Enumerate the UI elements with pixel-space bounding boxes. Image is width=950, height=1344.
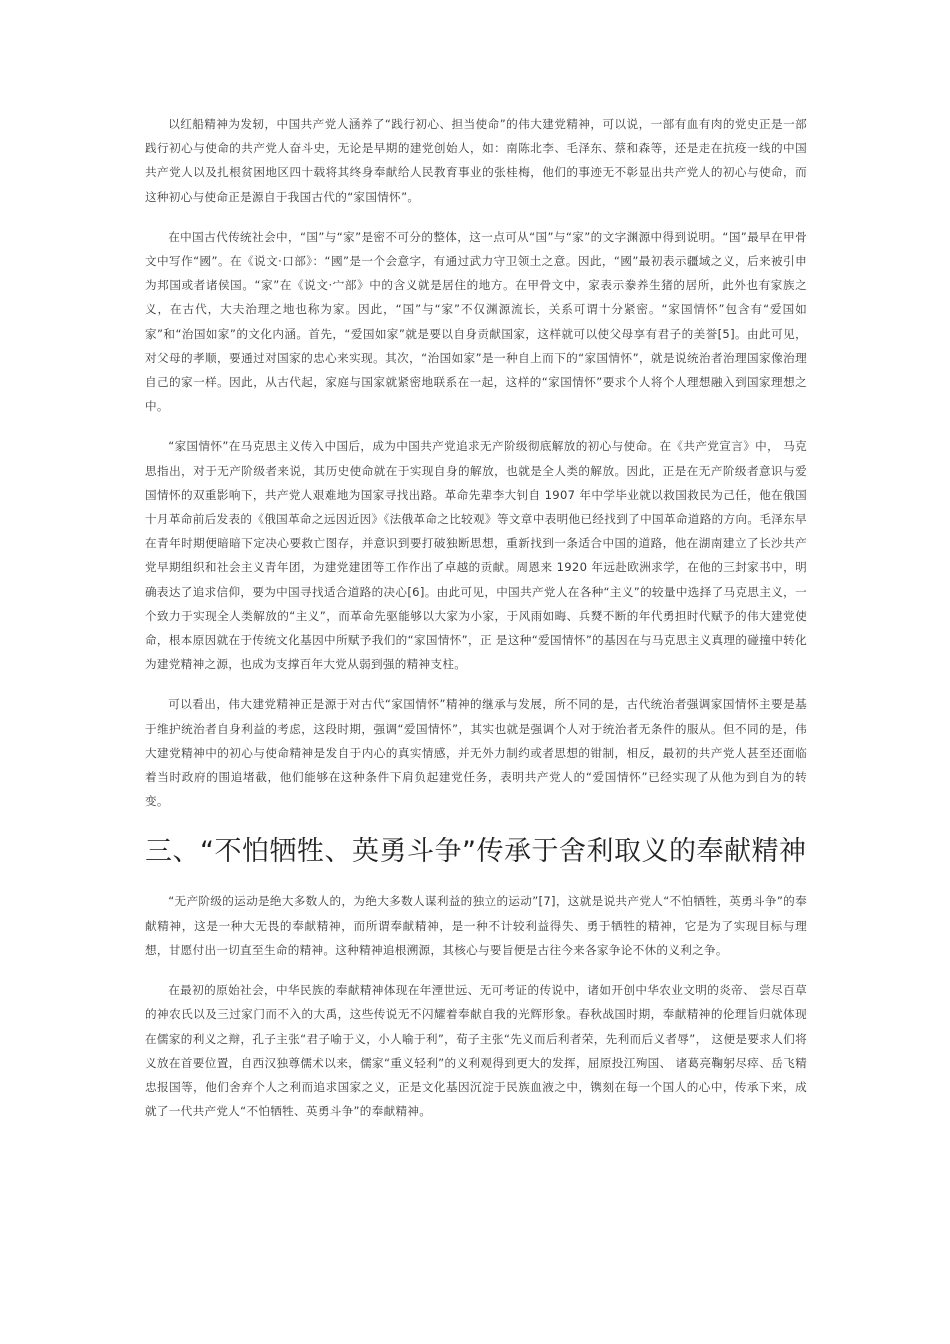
section-heading: 三、“不怕牺牲、英勇斗争”传承于舍利取义的奉献精神 xyxy=(145,836,807,868)
document-page xyxy=(145,112,807,1139)
paragraph-marxism-introduction: “家国情怀”在马克思主义传入中国后，成为中国共产党追求无产阶级彻底解放的初心与使命。在《共产党宣言》中， 马克思指出，对于无产阶级者来说，其历史使命就在于实现自身的解放，也就是全人类的解放。因此，正是在无产阶级者意识与爱国情怀的双重影响下，共产党人艰难地为国家寻找出路。革命先辈李大钊自 1907 年中学毕业就以救国救民为己任，他在俄国十月革命前后发表的《俄国革命之远因近因》《法俄革命之比较观》等文章中表明他已经找到了中国革命道路的方向。毛泽东早在青年时期便暗暗下定决心要救亡图存，并意识到要打破独断思想，重新找到一条适合中国的道路，他在湖南建立了长沙共产党早期组织和社会主义青年团，为建党建团等工作作出了卓越的贡献。周恩来 1920 年远赴欧洲求学，在他的三封家书中，明确表达了追求信仰，要为中国寻找适合道路的决心[6]。由此可见，中国共产党人在各种“主义”的较量中选择了马克思主义，一个致力于实现全人类解放的“主义”，而革命先驱能够以大家为小家，于风雨如晦、兵燹不断的年代勇担时代赋予的伟大建党使命，根本原因就在于传统文化基因中所赋予我们的“家国情怀”，正 是这种“爱国情怀”的基因在与马克思主义真理的碰撞中转化为建党精神之源，也成为支撑百年大党从弱到强的精神支柱。 xyxy=(145,439,807,672)
paragraph-hongchuan-spirit: 以红船精神为发轫，中国共产党人涵养了“践行初心、担当使命”的伟大建党精神，可以说，一部有血有肉的党史正是一部践行初心与使命的共产党人奋斗史，无论是早期的建党创始人，如：南陈北李、毛泽东、蔡和森等，还是走在抗疫一线的中国共产党人以及扎根贫困地区四十载将其终身奉献给人民教育事业的张桂梅，他们的事迹无不彰显出共产党人的初心与使命，而这种初心与使命正是源自于我国古代的“家国情怀”。 xyxy=(145,117,807,204)
paragraph-primitive-society: 在最初的原始社会，中华民族的奉献精神体现在年湮世远、无可考证的传说中，诸如开创中华农业文明的炎帝、 尝尽百草的神农氏以及三过家门而不入的大禹，这些传说无不闪耀着奉献自我的光辉形象。春秋战国时期，奉献精神的伦理旨归就体现在儒家的利义之辩，孔子主张“君子喻于义，小人喻于利”，荀子主张“先义而后利者荣，先利而后义者辱”， 这便是要求人们将义放在首要位置，自西汉独尊儒术以来，儒家“重义轻利”的义利观得到更大的发挥，屈原投江殉国、 诸葛亮鞠躬尽瘁、岳飞精忠报国等，他们舍弃个人之利而追求国家之义，正是文化基因沉淀于民族血液之中，镌刻在每一个国人的心中，传承下来，成就了一代共产党人“不怕牺牲、英勇斗争”的奉献精神。 xyxy=(145,983,807,1119)
paragraph-proletarian-movement: “无产阶级的运动是绝大多数人的，为绝大多数人谋利益的独立的运动”[7]，这就是说共产党人“不怕牺牲，英勇斗争”的奉献精神，这是一种大无畏的奉献精神，而所谓奉献精神，是一种不计较利益得失、勇于牺牲的精神，它是为了实现目标与理想，甘愿付出一切直至生命的精神。这种精神追根溯源，其核心与要旨便是古往今来各家争论不休的义利之争。 xyxy=(145,894,807,957)
paragraph-inheritance-development: 可以看出，伟大建党精神正是源于对古代“家国情怀”精神的继承与发展，所不同的是，古代统治者强调家国情怀主要是基于维护统治者自身利益的考虑，这段时期，强调“爱国情怀”，其实也就是强调个人对于统治者无条件的服从。但不同的是，伟大建党精神中的初心与使命精神是发自于内心的真实情感，并无外力制约或者思想的钳制，相反，最初的共产党人甚至还面临着当时政府的围追堵截，他们能够在这种条件下肩负起建党任务，表明共产党人的“爱国情怀”已经实现了从他为到自为的转变。 xyxy=(145,697,807,809)
paragraph-guo-jia-origin: 在中国古代传统社会中，“国”与“家”是密不可分的整体，这一点可从“国”与“家”的文字渊源中得到说明。“国”最早在甲骨文中写作“國”。在《说文·口部》：“國”是一个会意字，有通过武力守卫领土之意。因此，“國”最初表示疆域之义，后来被引申为邦国或者诸侯国。“家”在《说文·宀部》中的含义就是居住的地方。在甲骨文中，家表示豢养生猪的居所，此外也有家族之义，在古代，大夫治理之地也称为家。因此，“国”与“家”不仅渊源流长，关系可谓十分紧密。“家国情怀”包含有“爱国如家”和“治国如家”的文化内涵。首先，“爱国如家”就是要以自身贡献国家，这样就可以使父母享有君子的美誉[5]。由此可见，对父母的孝顺，要通过对国家的忠心来实现。其次，“治国如家”是一种自上而下的“家国情怀”，就是说统治者治理国家像治理自己的家一样。因此，从古代起，家庭与国家就紧密地联系在一起，这样的“家国情怀”要求个人将个人理想融入到国家理想之中。 xyxy=(145,229,807,414)
